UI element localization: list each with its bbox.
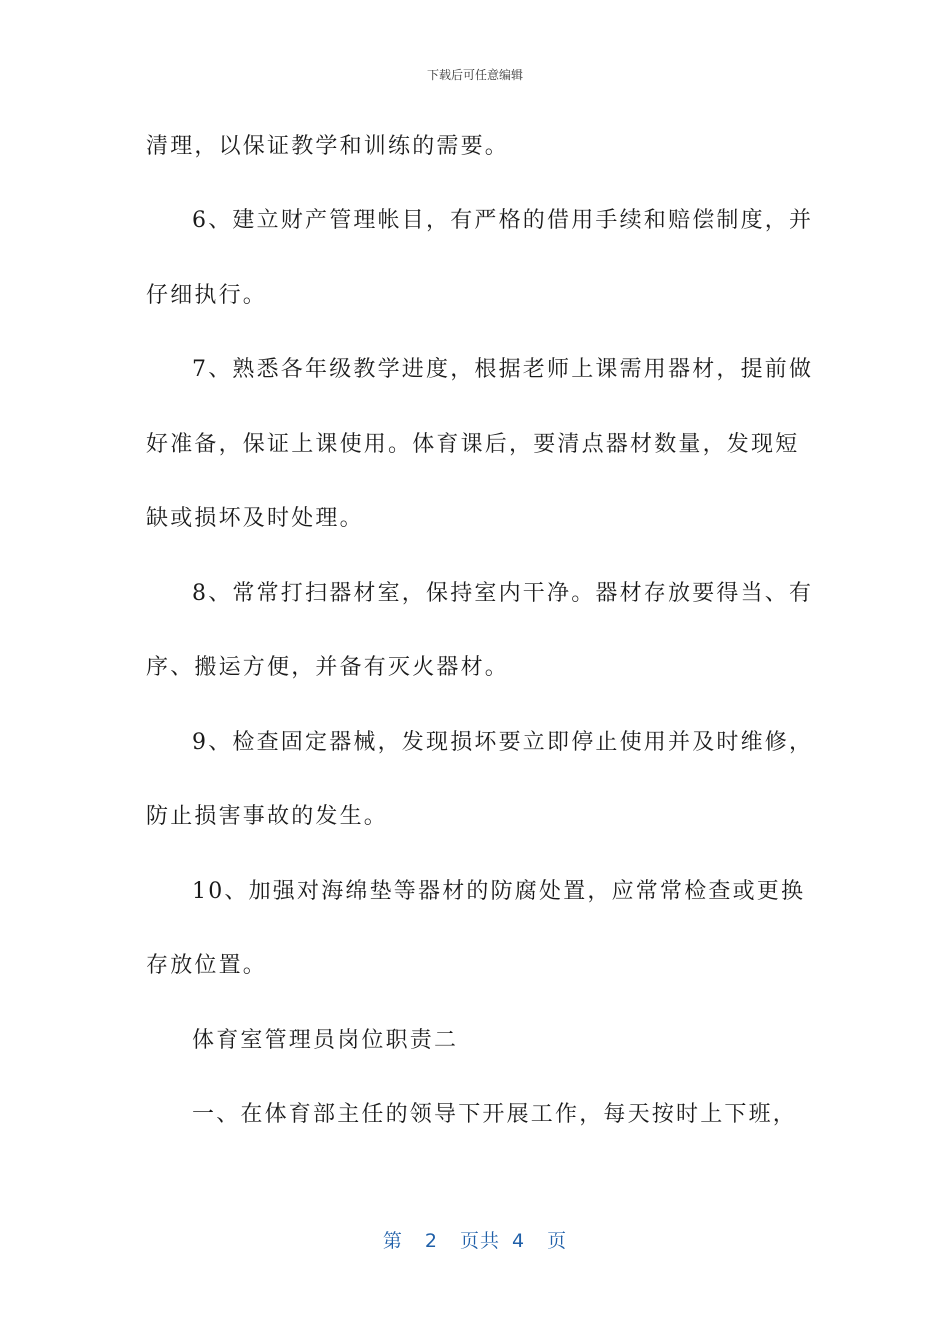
body-line: 一、在体育部主任的领导下开展工作，每天按时上下班， <box>192 1102 798 1127</box>
page-footer <box>0 1226 950 1253</box>
body-line: 序、搬运方便，并备有灭火器材。 <box>146 655 510 680</box>
body-line: 存放位置。 <box>146 953 268 978</box>
body-line: 防止损害事故的发生。 <box>146 804 389 829</box>
body-line: 8、常常打扫器材室，保持室内干净。器材存放要得当、有 <box>192 581 814 606</box>
body-line: 仔细执行。 <box>146 283 268 308</box>
body-line: 清理，以保证教学和训练的需要。 <box>146 134 510 159</box>
footer-prefix: 第 <box>382 1230 403 1252</box>
footer-middle: 页共 <box>459 1230 500 1252</box>
body-line: 7、熟悉各年级教学进度，根据老师上课需用器材，提前做 <box>192 357 814 382</box>
page-header: 下载后可任意编辑 <box>426 68 523 82</box>
body-line: 缺或损坏及时处理。 <box>146 506 364 531</box>
section-heading: 体育室管理员岗位职责二 <box>192 1028 459 1053</box>
footer-suffix: 页 <box>547 1230 568 1252</box>
body-line: 9、检查固定器械，发现损坏要立即停止使用并及时维修， <box>192 730 814 755</box>
total-page-number: 4 <box>512 1230 526 1252</box>
body-line: 好准备，保证上课使用。体育课后，要清点器材数量，发现短 <box>146 432 800 457</box>
body-line: 6、建立财产管理帐目，有严格的借用手续和赔偿制度，并 <box>192 208 814 233</box>
body-line: 10、加强对海绵垫等器材的防腐处置，应常常检查或更换 <box>192 879 806 904</box>
current-page-number: 2 <box>424 1230 438 1252</box>
